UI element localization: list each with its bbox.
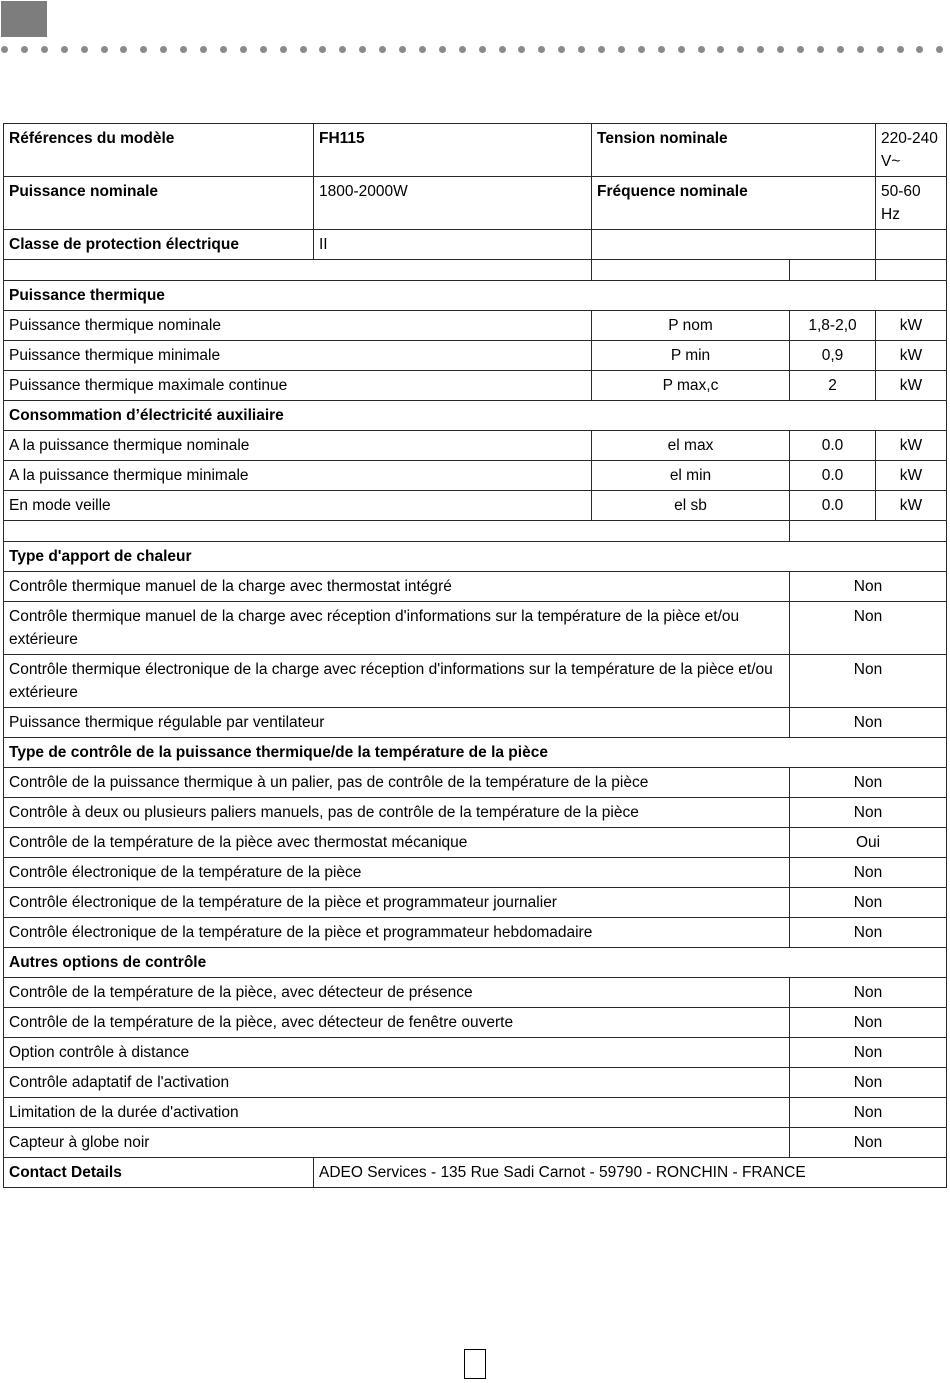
table-row <box>4 858 947 888</box>
empty-cell <box>790 521 947 542</box>
divider-dot <box>399 46 406 53</box>
divider-dot <box>379 46 386 53</box>
section-title-row <box>4 738 947 768</box>
feature-value: Non <box>790 978 947 1008</box>
divider-dot <box>897 46 904 53</box>
section-title: Autres options de contrôle <box>4 948 947 978</box>
feature-value: Non <box>790 1008 947 1038</box>
table-row <box>4 341 947 371</box>
feature-value: Non <box>790 768 947 798</box>
table-row <box>4 1038 947 1068</box>
divider-dot <box>598 46 605 53</box>
divider-dot <box>260 46 267 53</box>
parameter-symbol: P max,c <box>592 371 790 401</box>
product-specification-table <box>3 123 947 1188</box>
protection-label: Classe de protection électrique <box>4 230 314 260</box>
parameter-value: 2 <box>790 371 876 401</box>
table-row <box>4 1008 947 1038</box>
feature-value: Non <box>790 655 947 708</box>
divider-dot <box>61 46 68 53</box>
divider-dot <box>757 46 764 53</box>
table-row <box>4 655 947 708</box>
feature-value: Oui <box>790 828 947 858</box>
section-title: Type d'apport de chaleur <box>4 542 947 572</box>
divider-dot <box>797 46 804 53</box>
divider-dot <box>538 46 545 53</box>
table-row <box>4 491 947 521</box>
parameter-symbol: el max <box>592 431 790 461</box>
section-auxiliary-consumption <box>4 401 947 521</box>
divider-dot <box>200 46 207 53</box>
divider-dot <box>578 46 585 53</box>
table-row <box>4 1098 947 1128</box>
row-protection-class <box>4 230 947 260</box>
feature-label: Contrôle thermique manuel de la charge avec thermostat intégré <box>4 572 790 602</box>
feature-label: Contrôle électronique de la température de la pièce et programmateur hebdomadaire <box>4 918 790 948</box>
table-row <box>4 708 947 738</box>
parameter-label: A la puissance thermique minimale <box>4 461 592 491</box>
divider-dot <box>300 46 307 53</box>
divider-dot <box>638 46 645 53</box>
spacer-row <box>4 260 947 281</box>
parameter-symbol: P nom <box>592 311 790 341</box>
empty-cell <box>876 260 947 281</box>
divider-dot <box>101 46 108 53</box>
spacer-row <box>4 521 947 542</box>
frequency-label: Fréquence nominale <box>592 177 876 230</box>
table-row <box>4 371 947 401</box>
table-row <box>4 888 947 918</box>
section-other-control-options <box>4 948 947 1158</box>
empty-cell <box>790 260 876 281</box>
feature-label: Contrôle de la température de la pièce, avec détecteur de présence <box>4 978 790 1008</box>
parameter-unit: kW <box>876 491 947 521</box>
divider-dot <box>439 46 446 53</box>
section-title-row <box>4 281 947 311</box>
section-title-row <box>4 948 947 978</box>
divider-dot <box>479 46 486 53</box>
parameter-unit: kW <box>876 311 947 341</box>
feature-label: Contrôle thermique électronique de la charge avec réception d'informations sur la température de la pièce et/ou extérieure <box>4 655 790 708</box>
feature-label: Contrôle électronique de la température de la pièce <box>4 858 790 888</box>
divider-dot <box>518 46 525 53</box>
divider-dot <box>339 46 346 53</box>
parameter-unit: kW <box>876 461 947 491</box>
feature-value: Non <box>790 918 947 948</box>
divider-dot <box>916 46 923 53</box>
feature-label: Puissance thermique régulable par ventilateur <box>4 708 790 738</box>
model-ref-label: Références du modèle <box>4 124 314 177</box>
empty-cell <box>4 521 790 542</box>
table-row <box>4 828 947 858</box>
parameter-label: Puissance thermique minimale <box>4 341 592 371</box>
row-model-reference <box>4 124 947 177</box>
section-room-temperature-control <box>4 738 947 948</box>
parameter-value: 0.0 <box>790 461 876 491</box>
empty-cell <box>592 230 876 260</box>
divider-dot <box>558 46 565 53</box>
section-heat-input-type <box>4 542 947 738</box>
feature-label: Contrôle de la température de la pièce avec thermostat mécanique <box>4 828 790 858</box>
feature-label: Limitation de la durée d'activation <box>4 1098 790 1128</box>
feature-value: Non <box>790 1068 947 1098</box>
parameter-value: 0.0 <box>790 431 876 461</box>
section-title: Consommation d’électricité auxiliaire <box>4 401 947 431</box>
divider-dot <box>280 46 287 53</box>
table-row <box>4 602 947 655</box>
parameter-value: 1,8-2,0 <box>790 311 876 341</box>
table-row <box>4 572 947 602</box>
voltage-label: Tension nominale <box>592 124 876 177</box>
parameter-symbol: el sb <box>592 491 790 521</box>
feature-label: Contrôle adaptatif de l'activation <box>4 1068 790 1098</box>
feature-label: Capteur à globe noir <box>4 1128 790 1158</box>
table-row <box>4 798 947 828</box>
parameter-label: En mode veille <box>4 491 592 521</box>
feature-label: Contrôle électronique de la température de la pièce et programmateur journalier <box>4 888 790 918</box>
divider-dot <box>658 46 665 53</box>
divider-dot <box>499 46 506 53</box>
divider-dot <box>160 46 167 53</box>
power-label: Puissance nominale <box>4 177 314 230</box>
parameter-symbol: P min <box>592 341 790 371</box>
divider-dot <box>618 46 625 53</box>
divider-dot <box>936 46 943 53</box>
corner-tab-block <box>1 1 47 37</box>
divider-dot <box>220 46 227 53</box>
feature-label: Contrôle de la température de la pièce, avec détecteur de fenêtre ouverte <box>4 1008 790 1038</box>
divider-dot <box>120 46 127 53</box>
table-row <box>4 1128 947 1158</box>
protection-value: II <box>314 230 592 260</box>
parameter-label: A la puissance thermique nominale <box>4 431 592 461</box>
divider-dot <box>777 46 784 53</box>
feature-label: Contrôle de la puissance thermique à un palier, pas de contrôle de la température de la pièce <box>4 768 790 798</box>
section-title-row <box>4 401 947 431</box>
feature-value: Non <box>790 708 947 738</box>
feature-label: Contrôle thermique manuel de la charge avec réception d'informations sur la température de la pièce et/ou extérieure <box>4 602 790 655</box>
feature-label: Option contrôle à distance <box>4 1038 790 1068</box>
divider-dot <box>678 46 685 53</box>
empty-cell <box>4 260 592 281</box>
feature-value: Non <box>790 572 947 602</box>
power-value: 1800-2000W <box>314 177 592 230</box>
feature-value: Non <box>790 602 947 655</box>
table-row <box>4 918 947 948</box>
section-title: Puissance thermique <box>4 281 947 311</box>
section-thermal-power <box>4 281 947 401</box>
empty-cell <box>592 260 790 281</box>
voltage-value: 220-240 V~ <box>876 124 947 177</box>
divider-dot <box>359 46 366 53</box>
parameter-unit: kW <box>876 341 947 371</box>
parameter-value: 0.0 <box>790 491 876 521</box>
divider-dot <box>419 46 426 53</box>
feature-label: Contrôle à deux ou plusieurs paliers manuels, pas de contrôle de la température de la pièce <box>4 798 790 828</box>
table-row <box>4 978 947 1008</box>
divider-dot <box>319 46 326 53</box>
section-title-row <box>4 542 947 572</box>
divider-dot <box>1 46 8 53</box>
divider-dot <box>240 46 247 53</box>
divider-dot <box>857 46 864 53</box>
divider-dot <box>837 46 844 53</box>
divider-dot <box>180 46 187 53</box>
divider-dot <box>877 46 884 53</box>
divider-dot <box>21 46 28 53</box>
divider-dot <box>717 46 724 53</box>
contact-label: Contact Details <box>4 1158 314 1188</box>
frequency-value: 50-60 Hz <box>876 177 947 230</box>
divider-dot <box>140 46 147 53</box>
empty-cell <box>876 230 947 260</box>
feature-value: Non <box>790 858 947 888</box>
parameter-label: Puissance thermique nominale <box>4 311 592 341</box>
feature-value: Non <box>790 888 947 918</box>
divider-dot <box>737 46 744 53</box>
parameter-value: 0,9 <box>790 341 876 371</box>
dotted-divider <box>0 46 950 54</box>
parameter-unit: kW <box>876 431 947 461</box>
divider-dot <box>41 46 48 53</box>
divider-dot <box>817 46 824 53</box>
parameter-unit: kW <box>876 371 947 401</box>
section-title: Type de contrôle de la puissance thermique/de la température de la pièce <box>4 738 947 768</box>
table-row <box>4 461 947 491</box>
feature-value: Non <box>790 1128 947 1158</box>
row-contact-details <box>4 1158 947 1188</box>
page-number-box <box>464 1349 486 1379</box>
contact-value: ADEO Services - 135 Rue Sadi Carnot - 59790 - RONCHIN - FRANCE <box>314 1158 947 1188</box>
model-ref-value: FH115 <box>314 124 592 177</box>
table-row <box>4 1068 947 1098</box>
divider-dot <box>81 46 88 53</box>
table-row <box>4 768 947 798</box>
row-nominal-power <box>4 177 947 230</box>
table-row <box>4 311 947 341</box>
divider-dot <box>459 46 466 53</box>
feature-value: Non <box>790 1098 947 1128</box>
parameter-label: Puissance thermique maximale continue <box>4 371 592 401</box>
feature-value: Non <box>790 798 947 828</box>
parameter-symbol: el min <box>592 461 790 491</box>
table-row <box>4 431 947 461</box>
divider-dot <box>698 46 705 53</box>
feature-value: Non <box>790 1038 947 1068</box>
